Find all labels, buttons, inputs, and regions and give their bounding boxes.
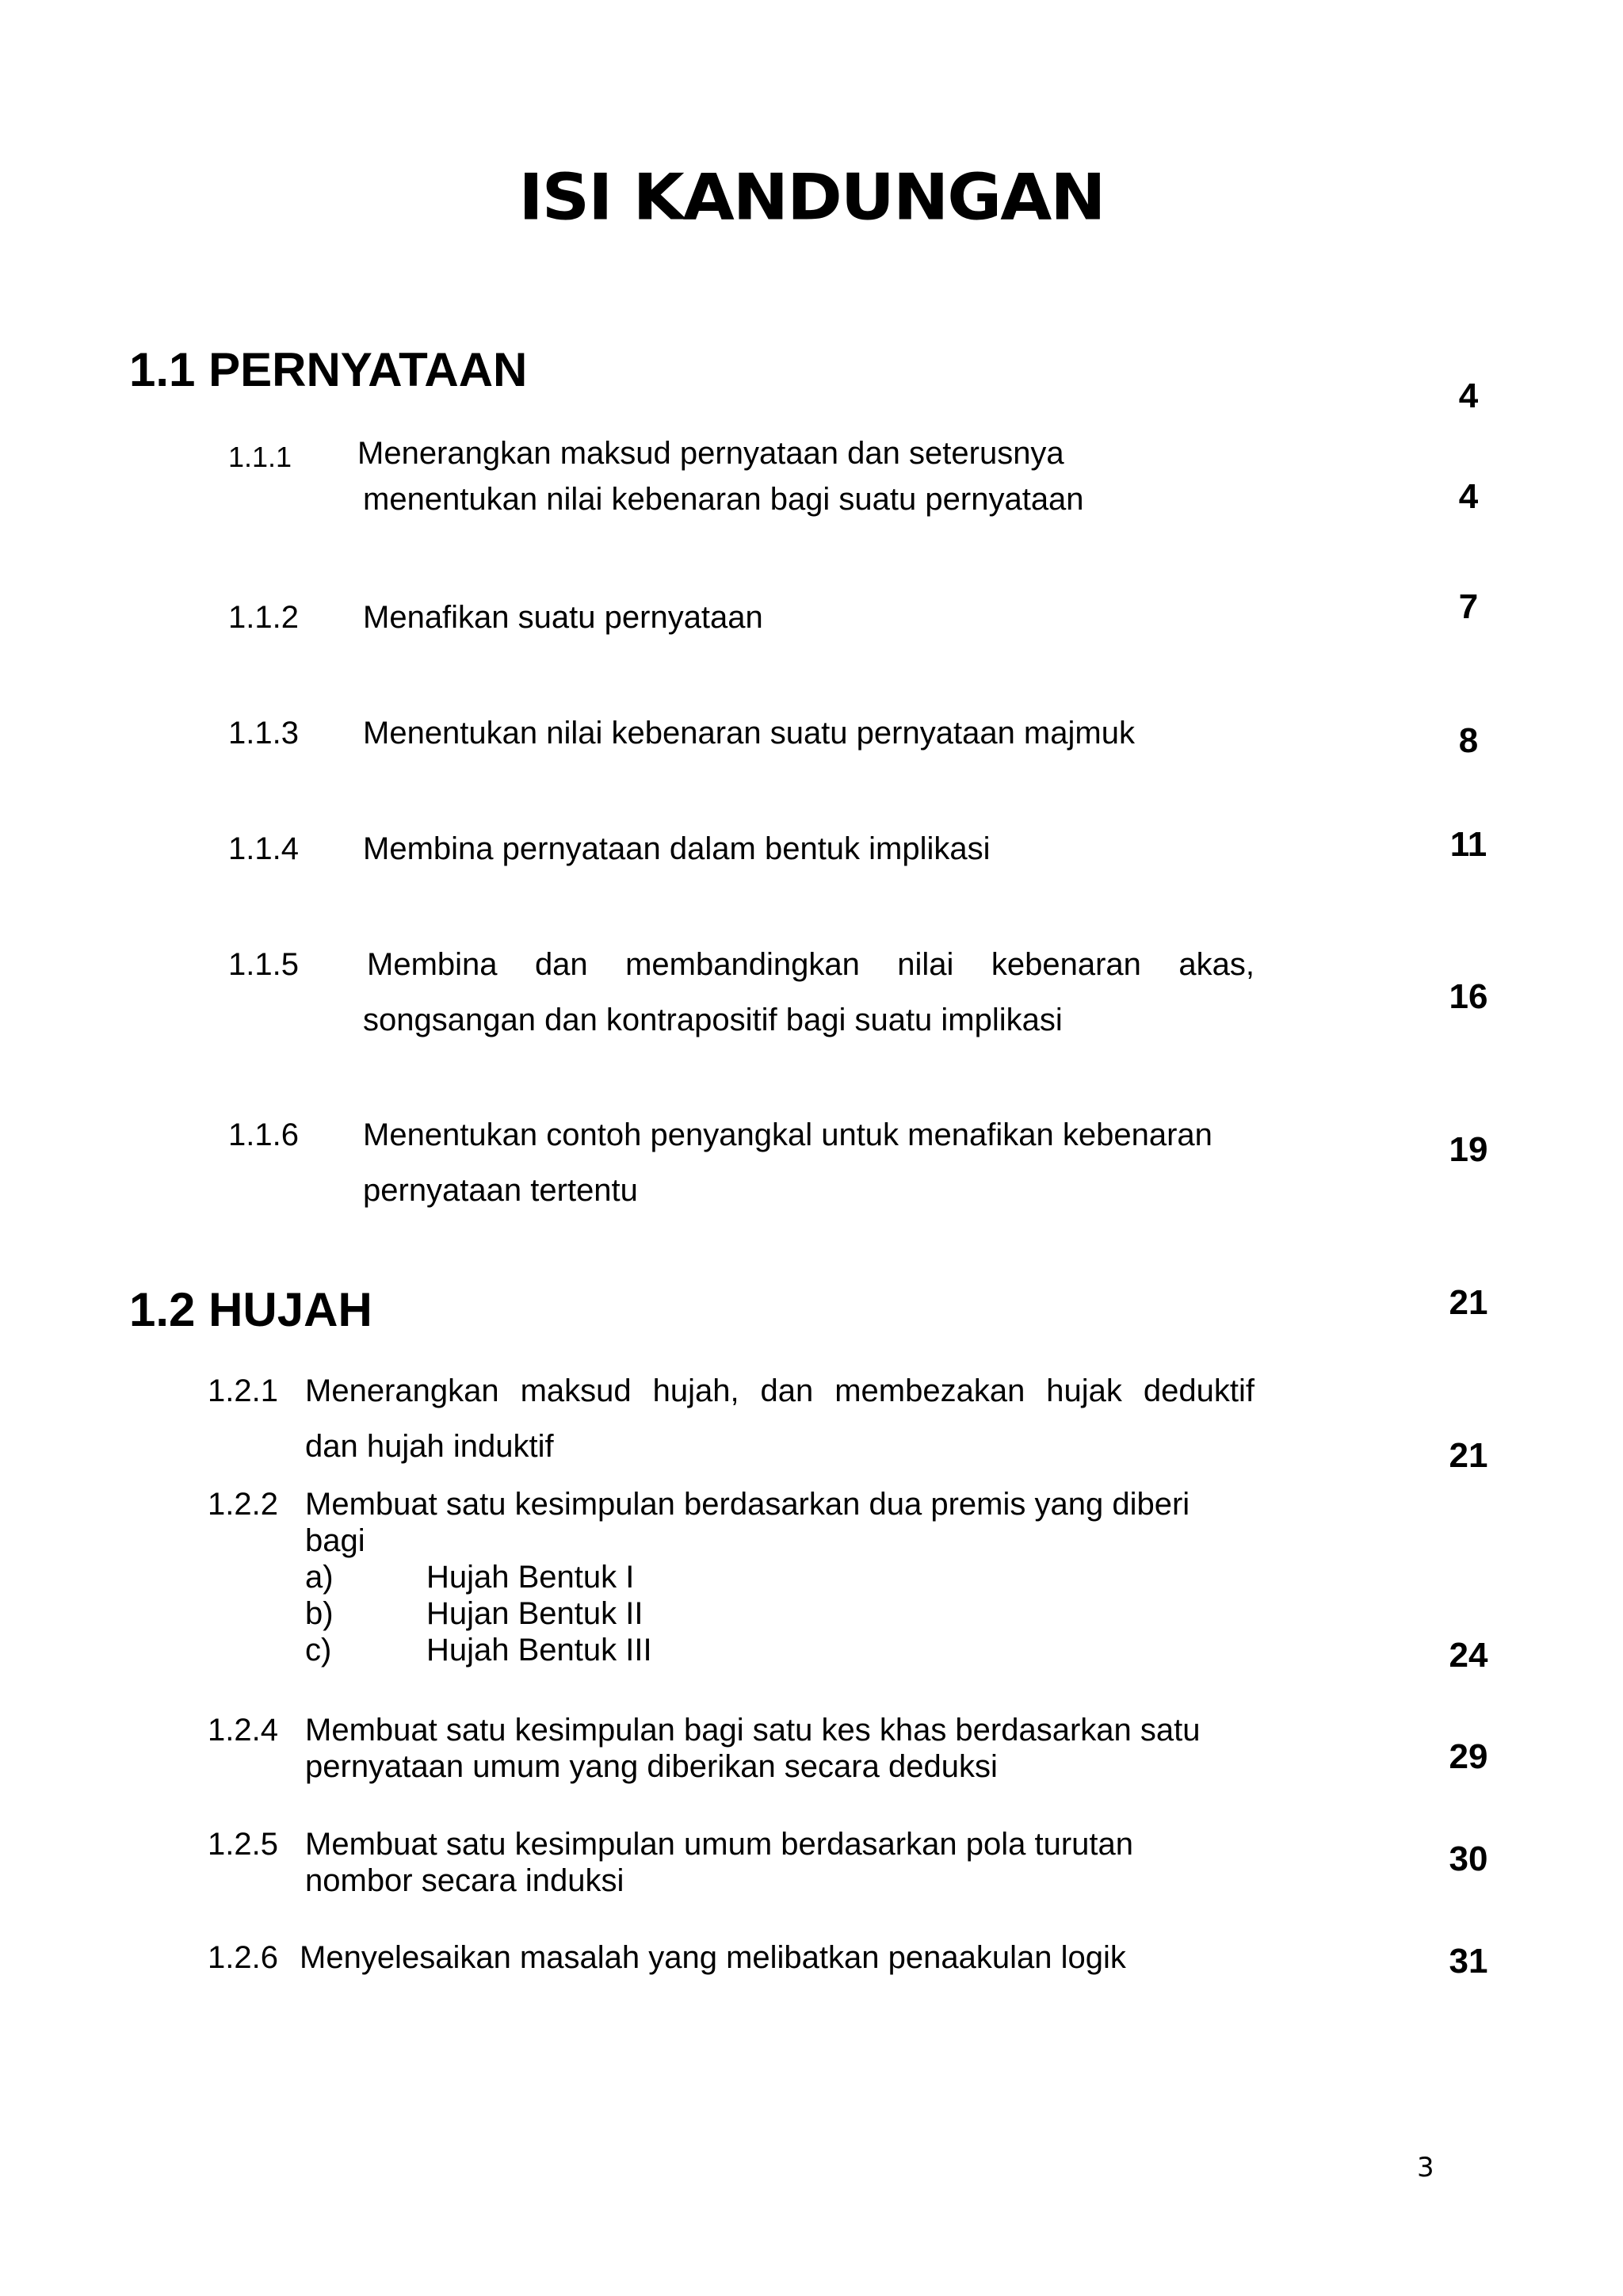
toc-item-number: 1.2.4	[208, 1713, 278, 1748]
toc-item-text: Menyelesaikan masalah yang melibatkan penaakulan logik	[300, 1940, 1126, 1975]
toc-item-number: 1.1.3	[228, 716, 299, 751]
toc-item-text: Membuat satu kesimpulan umum berdasarkan pola turutan	[305, 1827, 1133, 1862]
toc-item-number: 1.1.1	[228, 441, 292, 473]
toc-item-page: 8	[1458, 721, 1479, 760]
toc-item-page: 16	[1449, 977, 1488, 1016]
subitem-text: Hujah Bentuk III	[426, 1633, 652, 1668]
word: hujah,	[652, 1373, 739, 1408]
toc-item-number: 1.2.2	[208, 1487, 278, 1522]
word: dan	[760, 1373, 814, 1408]
section-heading-pernyataan: 1.1 PERNYATAAN	[129, 343, 528, 396]
toc-item-page: 11	[1449, 825, 1487, 864]
toc-item-number: 1.1.6	[228, 1117, 299, 1152]
toc-item-text: songsangan dan kontrapositif bagi suatu implikasi	[363, 1003, 1063, 1037]
toc-item-text: Membuat satu kesimpulan berdasarkan dua premis yang diberi	[305, 1487, 1190, 1522]
toc-item-page: 4	[1458, 477, 1479, 516]
toc-item-page: 30	[1449, 1839, 1488, 1878]
word: hujak	[1046, 1373, 1122, 1408]
word: maksud	[520, 1373, 632, 1408]
word: Membina	[367, 947, 498, 982]
word: kebenaran	[991, 947, 1141, 982]
toc-item-text: pernyataan umum yang diberikan secara deduksi	[305, 1749, 998, 1784]
toc-item-page: 31	[1449, 1942, 1488, 1981]
toc-item-text: dan hujah induktif	[305, 1429, 554, 1464]
toc-item-text: Menafikan suatu pernyataan	[363, 600, 763, 635]
subitem-text: Hujan Bentuk II	[426, 1596, 643, 1631]
toc-item-text-justified	[305, 1373, 1254, 1409]
word: dan	[534, 947, 588, 982]
toc-item-number: 1.2.6	[208, 1940, 278, 1975]
page-title: ISI KANDUNGAN	[518, 160, 1105, 235]
toc-item-text: menentukan nilai kebenaran bagi suatu pernyataan	[363, 482, 1084, 517]
subitem-label: a)	[305, 1560, 334, 1595]
toc-item-text: Menerangkan maksud pernyataan dan seterusnya	[357, 436, 1064, 471]
word: membandingkan	[625, 947, 860, 982]
toc-item-page: 19	[1449, 1130, 1488, 1169]
subitem-label: b)	[305, 1596, 334, 1631]
toc-item-page: 24	[1449, 1636, 1488, 1675]
section-page-hujah: 21	[1449, 1283, 1488, 1322]
word: nilai	[897, 947, 954, 982]
toc-item-text: nombor secara induksi	[305, 1863, 624, 1898]
word: Menerangkan	[305, 1373, 499, 1408]
toc-item-text: bagi	[305, 1523, 365, 1558]
toc-item-number: 1.2.5	[208, 1827, 278, 1862]
word: deduktif	[1143, 1373, 1254, 1408]
toc-item-number: 1.1.5	[228, 947, 299, 982]
toc-item-text: Membina pernyataan dalam bentuk implikasi	[363, 831, 991, 866]
toc-item-text: Menentukan nilai kebenaran suatu pernyataan majmuk	[363, 716, 1135, 751]
page-number: 3	[1417, 2152, 1434, 2183]
word: akas,	[1178, 947, 1254, 982]
toc-item-number: 1.1.2	[228, 600, 299, 635]
subitem-label: c)	[305, 1633, 332, 1668]
toc-item-number: 1.2.1	[208, 1373, 278, 1408]
toc-item-text: pernyataan tertentu	[363, 1173, 638, 1208]
toc-item-text: Menentukan contoh penyangkal untuk menafikan kebenaran	[363, 1117, 1212, 1152]
section-heading-hujah: 1.2 HUJAH	[129, 1283, 372, 1336]
section-page-pernyataan: 4	[1458, 376, 1479, 415]
toc-item-page: 29	[1449, 1737, 1488, 1776]
subitem-text: Hujah Bentuk I	[426, 1560, 635, 1595]
toc-item-text-justified	[367, 947, 1254, 983]
toc-item-number: 1.1.4	[228, 831, 299, 866]
word: membezakan	[834, 1373, 1025, 1408]
toc-item-page: 7	[1458, 587, 1479, 626]
toc-item-text: Membuat satu kesimpulan bagi satu kes khas berdasarkan satu	[305, 1713, 1201, 1748]
toc-item-page: 21	[1449, 1436, 1488, 1475]
